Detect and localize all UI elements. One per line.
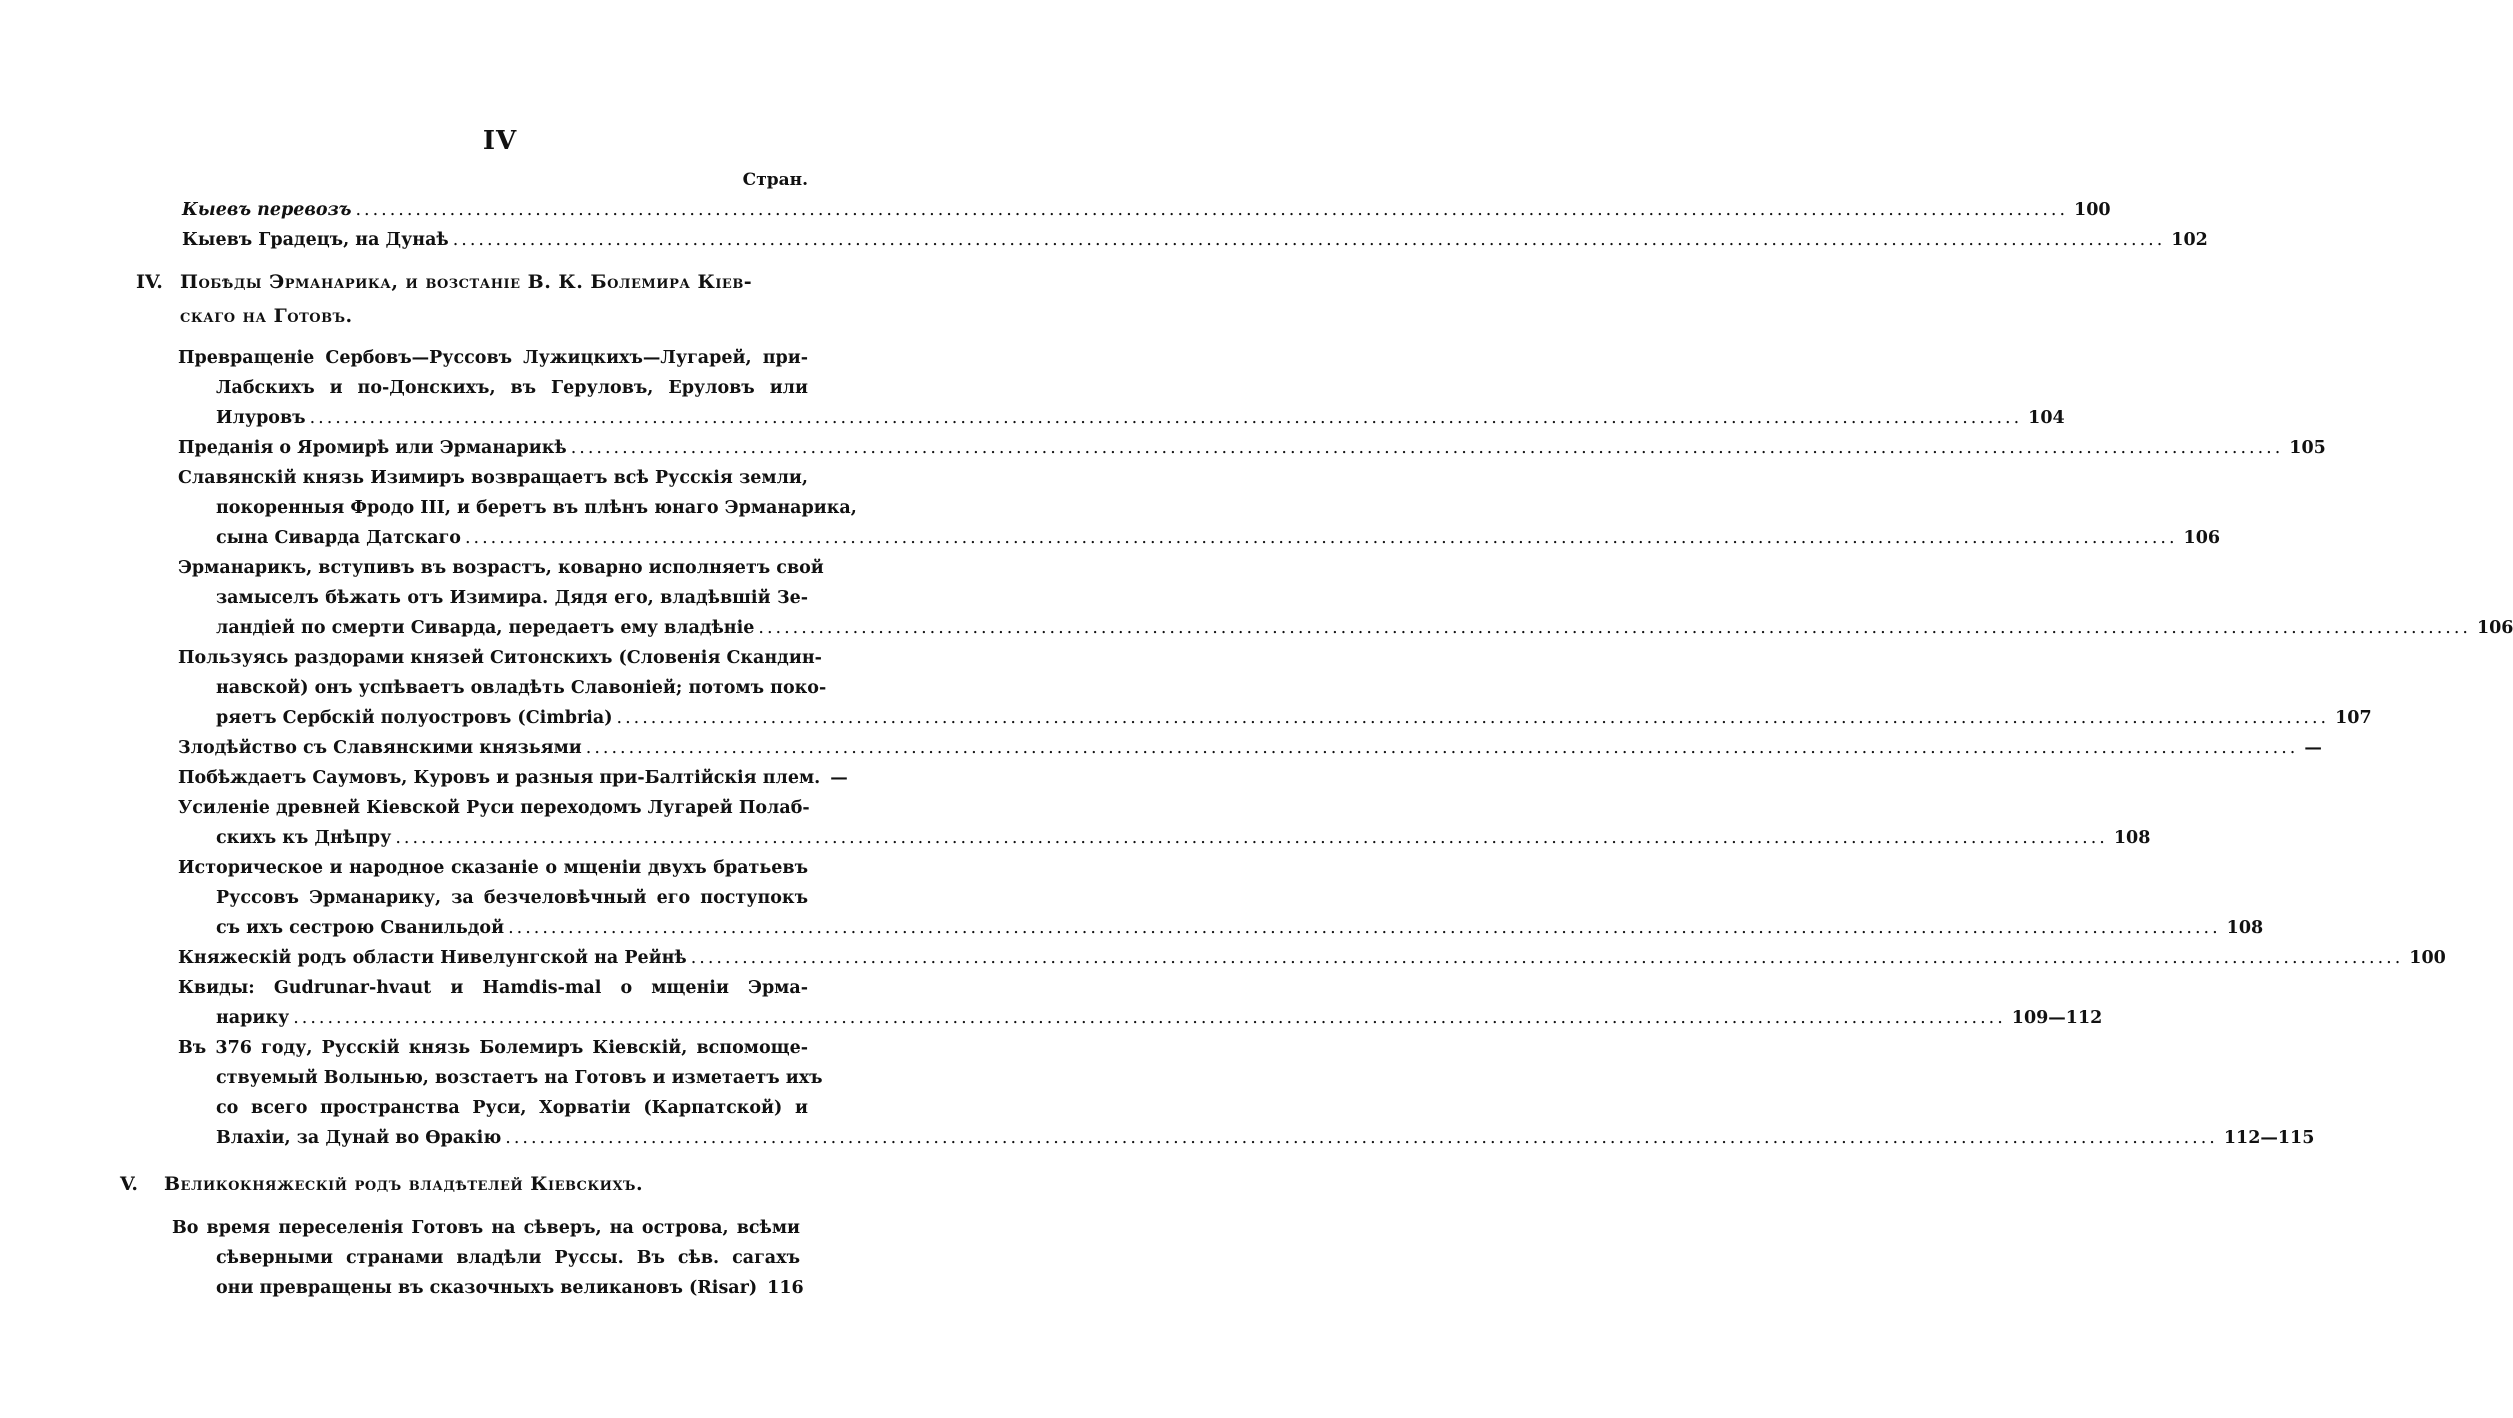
- toc-entry-line: [172, 1213, 800, 1243]
- toc-entry-text: сына Сиварда Датскаго: [216, 528, 461, 548]
- dot-leader: ........................................................................................................................................................................................................: [508, 918, 2221, 938]
- toc-entry-last-line: [216, 613, 2513, 643]
- dot-leader: ........................................................................................................................................................................................................: [395, 828, 2108, 848]
- toc-entry-last-line: [216, 703, 2372, 733]
- toc-entry-last-line: [216, 403, 2065, 433]
- toc-page-number: 106: [2183, 528, 2221, 548]
- chapter-title: Побѣды Эрманарика, и возстаніе В. К. Болемира Кіев-: [180, 271, 753, 293]
- toc-entry-last-line: [182, 195, 2111, 225]
- toc-entry: [172, 1213, 804, 1303]
- dot-leader: ........................................................................................................................................................................................................: [505, 1128, 2218, 1148]
- toc-page-number: 105: [2289, 438, 2326, 458]
- toc-entry-line: [216, 1093, 808, 1123]
- toc-entry: [178, 763, 848, 793]
- toc-entry-line: [216, 493, 857, 523]
- toc-entry-text: со всего пространства Руси, Хорватіи (Карпатской) и: [216, 1098, 808, 1118]
- toc-entry-text: навской) онъ успѣваетъ овладѣть Славоніей; потомъ поко-: [216, 678, 827, 698]
- column-header-page: Стран.: [742, 170, 808, 190]
- toc-entry-text: скихъ къ Днѣпру: [216, 828, 392, 848]
- dot-leader: ........................................................................................................................................................................................................: [690, 948, 2404, 968]
- toc-entry-text: Злодѣйство съ Славянскими князьями: [178, 738, 582, 758]
- toc-entry: [178, 553, 2513, 643]
- toc-page-number: 100: [2074, 200, 2111, 220]
- toc-entry-text: Пользуясь раздорами князей Ситонскихъ (Словенія Скандин-: [178, 648, 822, 668]
- toc-page-number: 102: [2171, 230, 2208, 250]
- toc-page-number: —: [830, 768, 848, 788]
- toc-page-number: 116: [767, 1278, 804, 1298]
- toc-page-number: 112—115: [2223, 1128, 2315, 1148]
- toc-entry-text: Славянскій князь Изимиръ возвращаетъ всѣ Русскія земли,: [178, 468, 808, 488]
- dot-leader: ........................................................................................................................................................................................................: [758, 618, 2471, 638]
- toc-entry-line: [216, 1243, 800, 1273]
- toc-entry-text: нарику: [216, 1008, 290, 1028]
- toc-entry-last-line: [216, 823, 2151, 853]
- toc-entry-text: Квиды: Gudrunar-hvaut и Hamdis-mal о мщеніи Эрма-: [178, 978, 808, 998]
- chapter-title-line: [136, 265, 816, 299]
- dot-leader: ........................................................................................................................................................................................................: [616, 708, 2330, 728]
- page-number: IV: [482, 126, 518, 156]
- chapter-numeral: IV.: [136, 271, 163, 293]
- toc-page-number: 100: [2409, 948, 2446, 968]
- dot-leader: ........................................................................................................................................................................................................: [452, 230, 2166, 250]
- toc-entry: [182, 225, 2208, 255]
- toc-page-number: 104: [2028, 408, 2065, 428]
- toc-entry-line: [216, 583, 808, 613]
- toc-entry-line: [178, 853, 808, 883]
- toc-entry-line: [178, 643, 822, 673]
- toc-entry-text: Превращеніе Сербовъ—Руссовъ Лужицкихъ—Лугарей, при-: [178, 348, 808, 368]
- toc-entry-text: Историческое и народное сказаніе о мщеніи двухъ братьевъ: [178, 858, 808, 878]
- toc-page-number: 108: [2226, 918, 2264, 938]
- toc-entry-last-line: [182, 225, 2208, 255]
- toc-entry-last-line: [178, 763, 848, 793]
- dot-leader: ........................................................................................................................................................................................................: [570, 438, 2284, 458]
- toc-entry-text: ландіей по смерти Сиварда, передаетъ ему владѣніе: [216, 618, 755, 638]
- chapter-numeral: V.: [120, 1173, 139, 1195]
- dot-leader: ........................................................................................................................................................................................................: [355, 200, 2069, 220]
- toc-entry-line: [216, 373, 808, 403]
- toc-page-number: 107: [2335, 708, 2372, 728]
- toc-entry-last-line: [216, 523, 2221, 553]
- toc-entry: [178, 853, 2264, 943]
- toc-entry-last-line: [216, 1123, 2315, 1153]
- toc-entry: [182, 195, 2111, 225]
- toc-entry-line: [178, 793, 808, 823]
- toc-entry-text: Во время переселенія Готовъ на сѣверъ, на острова, всѣми: [172, 1218, 800, 1238]
- toc-entry-text: покоренныя Фродо III, и беретъ въ плѣнъ юнаго Эрманарика,: [216, 498, 857, 518]
- toc-entry-line: [178, 973, 808, 1003]
- toc-entry-text: Усиленіе древней Кіевской Руси переходомъ Лугарей Полаб-: [178, 798, 810, 818]
- toc-entry-text: ряетъ Сербскій полуостровъ (Cimbria): [216, 708, 613, 728]
- toc-entry-text: замыселъ бѣжать отъ Изимира. Дядя его, владѣвшій Зе-: [216, 588, 808, 608]
- toc-entry-line: [216, 883, 808, 913]
- chapter-heading: [120, 1167, 820, 1201]
- toc-entry-last-line: [178, 733, 2322, 763]
- toc-entry-text: ствуемый Волынью, возстаетъ на Готовъ и изметаетъ ихъ: [216, 1068, 823, 1088]
- toc-entry-text: они превращены въ сказочныхъ великановъ (Risar): [216, 1278, 758, 1298]
- toc-entry-text: Княжескій родъ области Нивелунгской на Рейнѣ: [178, 948, 687, 968]
- toc-entry-last-line: [216, 913, 2264, 943]
- toc-entry-text: Побѣждаетъ Саумовъ, Куровъ и разныя при-Балтійскія плем.: [178, 768, 821, 788]
- chapter-title-line: [120, 1167, 820, 1201]
- toc-entry: [178, 433, 2326, 463]
- toc-entry-line: [216, 1063, 823, 1093]
- toc-entry-last-line: [216, 1273, 804, 1303]
- toc-entry-text: Кыевъ Градецъ, на Дунаѣ: [182, 230, 449, 250]
- toc-entry-text: Лабскихъ и по-Донскихъ, въ Геруловъ, Еруловъ или: [216, 378, 808, 398]
- toc-entry: [178, 793, 2151, 853]
- toc-entry-line: [178, 343, 808, 373]
- toc-entry: [178, 733, 2322, 763]
- toc-entry: [178, 343, 2065, 433]
- toc-entry-text: Преданія о Яромирѣ или Эрманарикѣ: [178, 438, 567, 458]
- toc-page-number: 106: [2476, 618, 2513, 638]
- toc-entry: [178, 643, 2372, 733]
- toc-entry: [178, 463, 2221, 553]
- dot-leader: ........................................................................................................................................................................................................: [464, 528, 2178, 548]
- toc-entry-text: Въ 376 году, Русскій князь Болемиръ Кіевскій, вспомоще-: [178, 1038, 808, 1058]
- toc-entry-line: [178, 1033, 808, 1063]
- toc-entry-text: Руссовъ Эрманарику, за безчеловѣчный его поступокъ: [216, 888, 808, 908]
- toc-entry-text: съ ихъ сестрою Сванильдой: [216, 918, 505, 938]
- chapter-title: скаго на Готовъ.: [180, 305, 353, 327]
- toc-entry-text: сѣверными странами владѣли Руссы. Въ сѣв. сагахъ: [216, 1248, 800, 1268]
- toc-entry-text: Илуровъ: [216, 408, 306, 428]
- toc-entry-line: [216, 673, 827, 703]
- dot-leader: ........................................................................................................................................................................................................: [585, 738, 2299, 758]
- toc-page-number: —: [2304, 738, 2322, 758]
- toc-entry-text: Кыевъ перевозъ: [182, 200, 352, 220]
- chapter-title-line: [136, 299, 816, 333]
- dot-leader: ........................................................................................................................................................................................................: [293, 1008, 2006, 1028]
- toc-entry: [178, 1033, 2315, 1153]
- toc-page-number: 109—112: [2011, 1008, 2103, 1028]
- toc-entry-line: [178, 553, 824, 583]
- toc-entry-text: Влахіи, за Дунай во Ѳракію: [216, 1128, 502, 1148]
- toc-entry-last-line: [178, 943, 2446, 973]
- chapter-heading: [136, 265, 816, 333]
- toc-entry-last-line: [216, 1003, 2103, 1033]
- dot-leader: ........................................................................................................................................................................................................: [309, 408, 2023, 428]
- toc-entry-text: Эрманарикъ, вступивъ въ возрастъ, коварно исполняетъ свой: [178, 558, 824, 578]
- toc-page-number: 108: [2113, 828, 2151, 848]
- toc-entry: [178, 943, 2446, 973]
- toc-entry-line: [178, 463, 808, 493]
- toc-entry: [178, 973, 2103, 1033]
- toc-entry-last-line: [178, 433, 2326, 463]
- chapter-title: Великокняжескій родъ владѣтелей Кіевскихъ.: [164, 1173, 644, 1195]
